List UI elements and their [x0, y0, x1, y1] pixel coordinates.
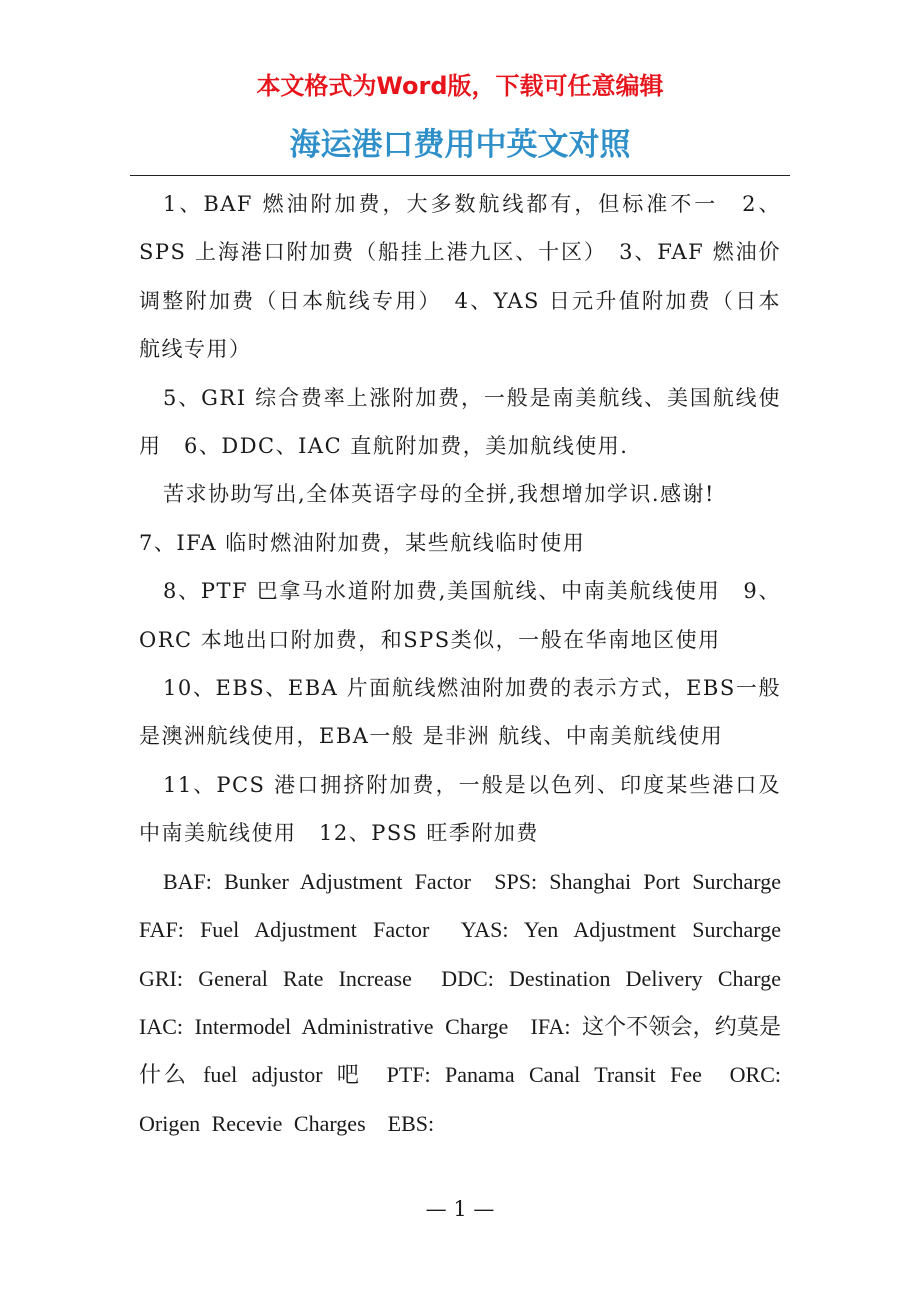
paragraph-surcharge-7: 7、IFA 临时燃油附加费，某些航线临时使用 [139, 530, 586, 555]
paragraph-surcharges-1-4: 1、BAF 燃油附加费，大多数航线都有，但标准不一 2、SPS 上海港口附加费（船挂上港九区、十区） 3、FAF 燃油价调整附加费（日本航线专用） 4、YAS 日元升值附加费（日本航线专用） [139, 192, 781, 362]
page-number: — 1 — [425, 1197, 495, 1221]
title-divider [130, 175, 790, 176]
document-title: 海运港口费用中英文对照 [289, 127, 631, 163]
document-body [139, 180, 804, 1148]
paragraph-surcharges-5-6: 5、GRI 综合费率上涨附加费，一般是南美航线、美国航线使用 6、DDC、IAC 直航附加费，美加航线使用. [139, 385, 781, 459]
paragraph-surcharges-8-9: 8、PTF 巴拿马水道附加费,美国航线、中南美航线使用 9、ORC 本地出口附加费，和SPS类似，一般在华南地区使用 [139, 579, 781, 652]
paragraph-surcharge-10: 10、EBS、EBA 片面航线燃油附加费的表示方式，EBS一般是澳洲航线使用，EBA一般 是非洲 航线、中南美航线使用 [139, 676, 781, 749]
download-banner: 本文格式为Word版，下载可任意编辑 [256, 72, 664, 100]
paragraph-surcharges-11-12: 11、PCS 港口拥挤附加费，一般是以色列、印度某些港口及中南美航线使用 12、PSS 旺季附加费 [139, 772, 781, 846]
paragraph-english-glossary: BAF: Bunker Adjustment Factor SPS: Shanghai Port Surcharge FAF: Fuel Adjustment Factor YAS: Yen Adjustment Surcharge GRI: General Rate Increase DDC: Destination Delivery Charge IAC: Intermodel Administrative Charge IFA: 这个不领会，约莫是什么 fuel adjustor 吧 PTF: Panama Canal Transit Fee ORC: Origen Recevie Charges EBS: [139, 868, 804, 1136]
paragraph-request: 苦求协助写出,全体英语字母的全拼,我想增加学识.感谢! [163, 482, 715, 507]
